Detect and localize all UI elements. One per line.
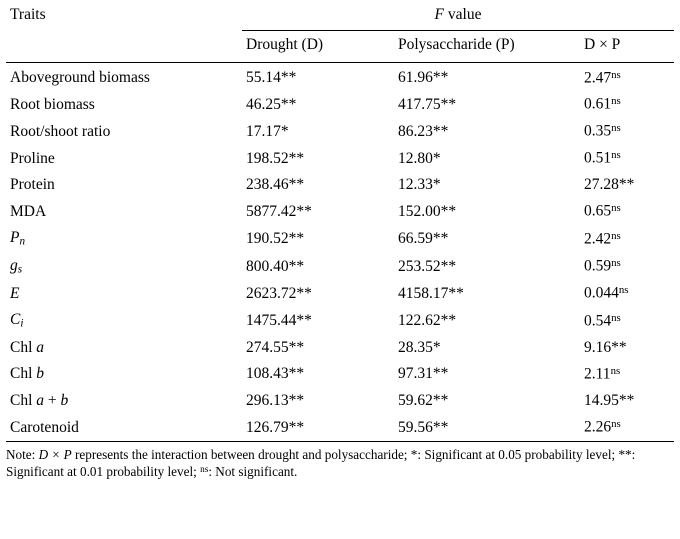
cell-trait: Carotenoid — [6, 414, 242, 441]
cell-drought: 238.46** — [246, 175, 305, 193]
interaction-significance-superscript: ns — [611, 122, 621, 135]
cell-drought: 108.43** — [246, 365, 305, 383]
cell-drought: 5877.42** — [246, 202, 312, 220]
f-value-rest: value — [444, 6, 482, 23]
cell-interaction — [580, 172, 674, 198]
interaction-significance-superscript: ns — [611, 257, 621, 270]
table-row — [6, 253, 674, 281]
cell-interaction — [580, 414, 674, 441]
interaction-value: 2.11 — [584, 365, 611, 383]
cell-trait: MDA — [10, 202, 47, 220]
interaction-value: 2.42 — [584, 230, 612, 248]
interaction-value: 0.61 — [584, 95, 612, 113]
interaction-value: 0.54 — [584, 312, 612, 330]
cell-polysaccharide: 66.59** — [398, 230, 449, 248]
table-head — [6, 0, 674, 62]
table-row — [6, 361, 674, 388]
cell-polysaccharide: 4158.17** — [398, 284, 464, 302]
cell-interaction — [580, 62, 674, 91]
interaction-significance-superscript: ns — [611, 68, 621, 81]
cell-trait: Protein — [10, 175, 55, 193]
interaction-value: 2.26 — [584, 418, 612, 436]
note-line2-a: level; **: Significant at 0.01 probability level; — [6, 446, 636, 480]
cell-trait: $P_n$ — [10, 228, 26, 248]
cell-drought: 190.52** — [246, 230, 305, 248]
column-header-traits: Traits — [10, 6, 46, 23]
cell-drought: 2623.72** — [246, 284, 312, 302]
cell-drought: 17.17* — [246, 122, 289, 140]
cell-drought: 296.13** — [246, 391, 305, 409]
cell-drought: 55.14** — [242, 62, 394, 91]
cell-interaction — [580, 253, 674, 281]
cell-polysaccharide: 28.35* — [398, 338, 441, 356]
cell-interaction — [580, 280, 674, 307]
interaction-value: 0.35 — [584, 122, 612, 140]
cell-interaction — [580, 225, 674, 253]
column-header-empty — [6, 31, 242, 62]
interaction-significance-superscript: ns — [611, 95, 621, 108]
column-header-polysaccharide: Polysaccharide (P) — [398, 36, 515, 54]
interaction-value: 9.16** — [584, 338, 627, 356]
interaction-value: 0.65 — [584, 202, 612, 220]
cell-trait: E — [10, 284, 20, 302]
cell-interaction — [580, 361, 674, 388]
table-row — [6, 62, 674, 91]
cell-trait: Root biomass — [10, 95, 95, 113]
interaction-significance-superscript: ns — [618, 284, 629, 297]
cell-polysaccharide: 59.56** — [394, 414, 580, 441]
cell-trait: Chl a — [10, 338, 45, 356]
cell-polysaccharide: 12.80* — [398, 149, 441, 167]
interaction-value: 14.95** — [584, 391, 635, 409]
cell-polysaccharide: 122.62** — [398, 312, 457, 330]
cell-interaction — [580, 307, 674, 335]
table-row — [6, 388, 674, 414]
column-header-interaction: D × P — [584, 36, 621, 54]
cell-interaction — [580, 388, 674, 414]
cell-polysaccharide: 86.23** — [398, 122, 449, 140]
anova-f-value-table — [6, 0, 674, 442]
column-header-f-value — [242, 0, 674, 31]
interaction-significance-superscript: ns — [610, 364, 621, 377]
table-row — [6, 145, 674, 172]
cell-drought: 274.55** — [246, 338, 305, 356]
interaction-value: 0.044 — [584, 284, 619, 302]
cell-polysaccharide: 59.62** — [398, 391, 449, 409]
cell-trait: Chl b — [10, 365, 45, 383]
cell-trait: $g_s$ — [10, 256, 23, 276]
cell-trait: Root/shoot ratio — [10, 122, 111, 140]
header-row-group — [6, 0, 674, 31]
cell-drought: 46.25** — [246, 95, 297, 113]
f-value-italic: F — [434, 6, 445, 23]
cell-interaction — [580, 335, 674, 361]
header-row-subcolumns — [6, 31, 674, 62]
column-header-drought: Drought (D) — [246, 36, 324, 54]
cell-interaction — [580, 145, 674, 172]
cell-polysaccharide: 12.33* — [398, 175, 441, 193]
cell-drought: 1475.44** — [246, 312, 312, 330]
interaction-significance-superscript: ns — [611, 202, 621, 215]
table-row — [6, 280, 674, 307]
interaction-value: 2.47 — [584, 69, 612, 87]
note-line2-b: : Not significant. — [208, 464, 298, 480]
table-row — [6, 172, 674, 198]
table-body — [6, 62, 674, 441]
table-row — [6, 225, 674, 253]
cell-drought: 198.52** — [246, 149, 305, 167]
interaction-significance-superscript: ns — [611, 418, 621, 431]
table-note — [6, 442, 674, 481]
cell-polysaccharide: 97.31** — [398, 365, 449, 383]
cell-interaction — [580, 91, 674, 118]
cell-trait: Proline — [10, 149, 55, 167]
interaction-significance-superscript: ns — [611, 229, 621, 242]
interaction-value: 0.51 — [584, 149, 612, 167]
cell-polysaccharide: 152.00** — [398, 202, 457, 220]
interaction-value: 27.28** — [584, 175, 635, 193]
table-row — [6, 307, 674, 335]
interaction-value: 0.59 — [584, 257, 612, 275]
table-row — [6, 118, 674, 145]
cell-trait: Chl a + b — [10, 391, 69, 409]
cell-drought: 800.40** — [246, 257, 305, 275]
cell-polysaccharide: 61.96** — [394, 62, 580, 91]
interaction-significance-superscript: ns — [611, 311, 621, 324]
table-row — [6, 198, 674, 225]
note-prefix: Note: — [6, 446, 39, 462]
table-row — [6, 414, 674, 441]
cell-drought: 126.79** — [242, 414, 394, 441]
interaction-significance-superscript: ns — [611, 149, 621, 162]
note-italic-dp: D × P — [38, 446, 72, 462]
note-line1-rest: represents the interaction between drought and polysaccharide; *: Significant at 0.05 probability — [71, 446, 583, 462]
note-ns-superscript: ns — [200, 464, 209, 475]
table-row — [6, 91, 674, 118]
table-row — [6, 335, 674, 361]
cell-trait: Aboveground biomass — [6, 62, 242, 91]
cell-interaction — [580, 198, 674, 225]
cell-interaction — [580, 118, 674, 145]
cell-polysaccharide: 417.75** — [398, 95, 457, 113]
cell-polysaccharide: 253.52** — [398, 257, 457, 275]
cell-trait: $C_i$ — [10, 311, 24, 330]
